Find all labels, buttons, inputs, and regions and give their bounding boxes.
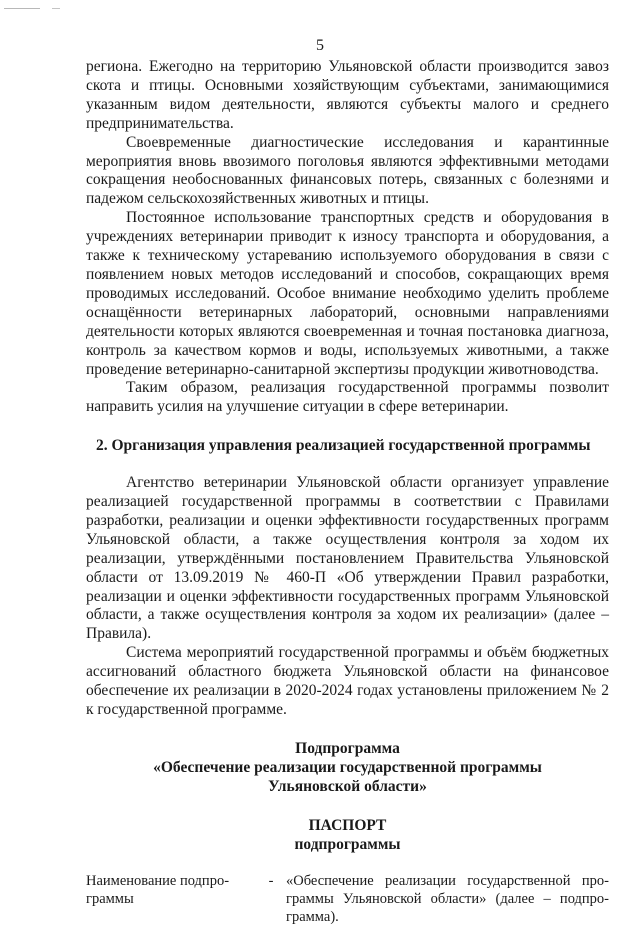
subprogram-name: Ульяновской области» xyxy=(268,777,427,795)
passport-heading: ПАСПОРТ xyxy=(308,816,387,834)
paragraph: Система мероприятий государственной программы и объём бюджетных ассигнований областного бюджета Ульяновской области на финансовое обеспечение их реализации в 2020-2024 годах установлены приложением № 2 к государственной программе. xyxy=(86,644,609,718)
scan-edge-mark xyxy=(52,8,60,9)
section-heading: 2. Организация управления реализацией государственной программы xyxy=(96,437,591,455)
paragraph: региона. Ежегодно на территорию Ульяновской области производится завоз скота и птицы. Основными хозяйствующим субъектами, занимающимися указанным видом деятельности, являются субъекты малого и среднего предпринимательства. xyxy=(86,58,609,132)
paragraph: Агентство ветеринарии Ульяновской области организует управление реализацией государственной программы в соответствии с Правилами разработки, реализации и оценки эффективности государственных программ Ульяновской области, а также осуществления контроля за ходом их реализации, утверждёнными постановлением Правительства Ульяновской области от 13.09.2019 № 460-П «Об утверждении Правил разработки, реализации и оценки эффективности государственных программ Ульяновской области, а также осуществления контроля за ходом их реализации» (далее – Правила). xyxy=(86,474,609,643)
page-number: 5 xyxy=(316,37,324,54)
passport-subheading: подпрограммы xyxy=(294,835,401,853)
passport-dash: - xyxy=(268,873,274,890)
document-body xyxy=(86,58,609,926)
subprogram-name: «Обеспечение реализации государственной программы xyxy=(153,758,542,776)
paragraph: Постоянное использование транспортных средств и оборудования в учреждениях ветеринарии приводит к износу транспорта и оборудования, а также к техническому устареванию используемого оборудования в связи с появлением новых методов исследований и способов, сокращающих время проводимых исследований. Особое внимание необходимо уделить проблеме оснащённости ветеринарных лабораторий, основными направлениями деятельности которых являются своевременная и точная постановка диагноза, контроль за качеством кормов и воды, используемых животными, а также проведение ветеринарно-санитарной экспертизы продукции животноводства. xyxy=(86,209,609,378)
subprogram-heading: Подпрограмма xyxy=(295,739,400,757)
passport-label: Наименование подпро-граммы xyxy=(86,873,230,908)
passport-row xyxy=(86,872,609,926)
paragraph: Таким образом, реализация государственной программы позволит направить усилия на улучшение ситуации в сфере ветеринарии. xyxy=(86,379,609,416)
paragraph: Своевременные диагностические исследования и карантинные мероприятия вновь ввозимого поголовья являются эффективными методами сокращения необоснованных финансовых потерь, связанных с болезнями и падежом сельскохозяйственных животных и птицы. xyxy=(86,133,609,208)
passport-value: «Обеспечение реализации государственной про-граммы Ульяновской области» (далее – подпро-грамма). xyxy=(286,873,609,926)
scan-edge-mark xyxy=(4,8,40,9)
